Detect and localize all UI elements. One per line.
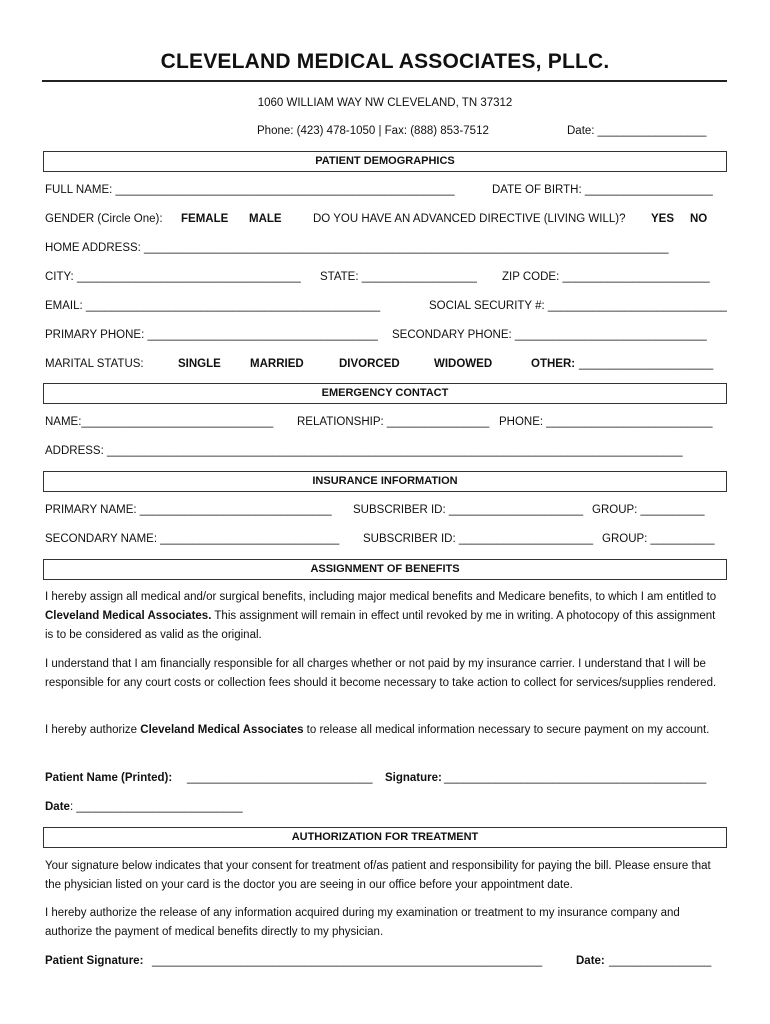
title-divider	[42, 80, 727, 82]
zip-code-field[interactable]: ZIP CODE: _______________________	[502, 271, 710, 283]
date-of-birth-field[interactable]: DATE OF BIRTH: ____________________	[492, 184, 713, 196]
authorization-paragraph-1: Your signature below indicates that your consent for treatment of/as patient and responsibility for paying the bill. Please ensure that the physician listed on your card is the doctor you are seeing in our office before your appointment date.	[45, 860, 711, 891]
assignment-signature-label: Signature:	[385, 772, 442, 784]
form-date-field[interactable]: Date: _________________	[567, 125, 707, 137]
emergency-phone-field[interactable]: PHONE: __________________________	[499, 416, 713, 428]
marital-option-other[interactable]: OTHER:	[531, 358, 576, 370]
authorization-paragraph-2: I hereby authorize the release of any information acquired during my examination or treatment to my insurance company and authorize the payment of medical benefits directly to my physician.	[45, 907, 680, 938]
section-insurance-information: INSURANCE INFORMATION	[43, 471, 727, 492]
primary-insurance-name-field[interactable]: PRIMARY NAME: ______________________________	[45, 504, 332, 516]
marital-option-widowed[interactable]: WIDOWED	[434, 358, 493, 370]
gender-label: GENDER (Circle One):	[45, 213, 163, 225]
directive-option-no[interactable]: NO	[690, 213, 708, 225]
primary-phone-field[interactable]: PRIMARY PHONE: ____________________________________	[45, 329, 378, 341]
section-emergency-contact: EMERGENCY CONTACT	[43, 383, 727, 404]
authorization-date-label: Date:	[576, 955, 605, 967]
assignment-signature-field[interactable]: _________________________________________	[444, 772, 707, 784]
full-name-field[interactable]: FULL NAME: _____________________________________________________	[45, 184, 455, 196]
primary-group-field[interactable]: GROUP: __________	[592, 504, 705, 516]
primary-subscriber-id-field[interactable]: SUBSCRIBER ID: _____________________	[353, 504, 584, 516]
patient-name-printed-field[interactable]: _____________________________	[187, 772, 373, 784]
marital-status-label: MARITAL STATUS:	[45, 358, 144, 370]
authorization-date-field[interactable]: ________________	[609, 955, 712, 967]
emergency-address-field[interactable]: ADDRESS: __________________________________________________________________________________________	[45, 445, 683, 457]
city-field[interactable]: CITY: ___________________________________	[45, 271, 301, 283]
secondary-group-field[interactable]: GROUP: __________	[602, 533, 715, 545]
marital-option-divorced[interactable]: DIVORCED	[339, 358, 400, 370]
marital-option-married[interactable]: MARRIED	[250, 358, 304, 370]
section-assignment-of-benefits: ASSIGNMENT OF BENEFITS	[43, 559, 727, 580]
assignment-date-field[interactable]: Date: __________________________	[45, 801, 243, 813]
gender-option-female[interactable]: FEMALE	[181, 213, 229, 225]
secondary-subscriber-id-field[interactable]: SUBSCRIBER ID: _____________________	[363, 533, 594, 545]
section-authorization-for-treatment: AUTHORIZATION FOR TREATMENT	[43, 827, 727, 848]
marital-other-field[interactable]: _____________________	[579, 358, 714, 370]
practice-phone-fax: Phone: (423) 478-1050 | Fax: (888) 853-7512	[257, 125, 489, 137]
email-field[interactable]: EMAIL: ______________________________________________	[45, 300, 381, 312]
advanced-directive-question: DO YOU HAVE AN ADVANCED DIRECTIVE (LIVING WILL)?	[313, 213, 626, 225]
secondary-phone-field[interactable]: SECONDARY PHONE: ______________________________	[392, 329, 707, 341]
patient-signature-field[interactable]: _____________________________________________________________	[152, 955, 543, 967]
page-title: CLEVELAND MEDICAL ASSOCIATES, PLLC.	[160, 50, 610, 73]
gender-option-male[interactable]: MALE	[249, 213, 282, 225]
home-address-field[interactable]: HOME ADDRESS: __________________________________________________________________________________	[45, 242, 669, 254]
directive-option-yes[interactable]: YES	[651, 213, 675, 225]
section-patient-demographics: PATIENT DEMOGRAPHICS	[43, 151, 727, 172]
marital-option-single[interactable]: SINGLE	[178, 358, 221, 370]
patient-signature-label: Patient Signature:	[45, 955, 144, 967]
assignment-paragraph-3: I hereby authorize Cleveland Medical Associates to release all medical information necessary to secure payment on my account.	[45, 724, 710, 736]
emergency-name-field[interactable]: NAME:______________________________	[45, 416, 274, 428]
assignment-paragraph-1: I hereby assign all medical and/or surgical benefits, including major medical benefits and Medicare benefits, to which I am entitled to Cleveland Medical Associates. This assignment will remain in effect until revoked by me in writing. A photocopy of this assignment is to be considered as valid as the original.	[45, 591, 717, 641]
emergency-relationship-field[interactable]: RELATIONSHIP: ________________	[297, 416, 490, 428]
social-security-field[interactable]: SOCIAL SECURITY #: ____________________________	[429, 300, 727, 312]
secondary-insurance-name-field[interactable]: SECONDARY NAME: ____________________________	[45, 533, 340, 545]
practice-address: 1060 WILLIAM WAY NW CLEVELAND, TN 37312	[257, 97, 513, 109]
patient-name-printed-label: Patient Name (Printed):	[45, 772, 173, 784]
state-field[interactable]: STATE: __________________	[320, 271, 477, 283]
assignment-paragraph-2: I understand that I am financially responsible for all charges whether or not paid by my insurance carrier. I understand that I will be responsible for any court costs or collection fees should it become necessary to take action to collect for services/supplies rendered.	[45, 658, 717, 689]
